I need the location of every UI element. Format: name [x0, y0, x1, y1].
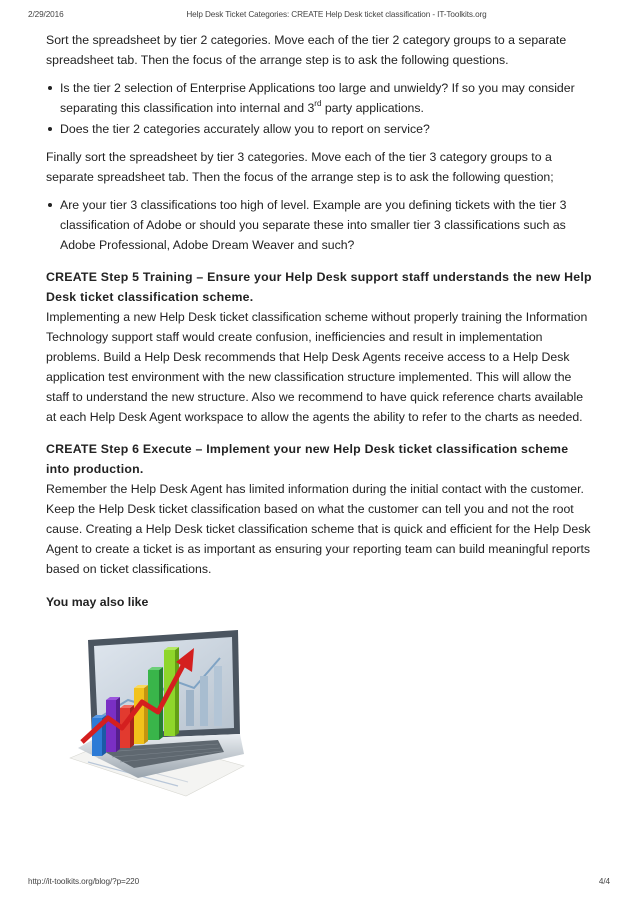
tier3-question-list	[46, 195, 594, 255]
print-header	[28, 10, 610, 22]
print-page-title: Help Desk Ticket Categories: CREATE Help Desk ticket classification - IT-Toolkits.org	[186, 10, 487, 19]
list-item: Are your tier 3 classifications too high of level. Example are you defining tickets with the tier 3 classification of Adobe or should you separate these into smaller tier 3 classifications such as Adobe Professional, Adobe Dream Weaver and such?	[60, 195, 594, 255]
also-like-heading: You may also like	[46, 595, 149, 609]
page-number: 4/4	[598, 877, 610, 886]
superscript-rd: rd	[314, 99, 322, 108]
step5-paragraph: Implementing a new Help Desk ticket classification scheme without properly training the Information Technology support staff would create confusion, inefficiencies and result in implementation problems. Build a Help Desk recommends that Help Desk Agents receive access to a Help Desk application test environment with the new classification structure implemented. This will allow the staff to understand the new structure. Also we recommend to have quick reference charts available at each Help Desk Agent workspace to allow the agents the ability to refer to the charts as needed.	[46, 310, 588, 424]
tier2-question-list	[46, 78, 594, 139]
related-post-thumbnail[interactable]	[68, 630, 246, 798]
paragraph-tier2-sort: Sort the spreadsheet by tier 2 categories. Move each of the tier 2 category groups to a separate spreadsheet tab. Then the focus of the arrange step is to ask the following questions.	[46, 33, 567, 67]
step6-heading: CREATE Step 6 Execute – Implement your new Help Desk ticket classification scheme into production.	[46, 442, 569, 476]
page-url: http://it-toolkits.org/blog/?p=220	[28, 877, 140, 886]
list-item-text-end: party applications.	[321, 101, 424, 115]
step6-paragraph: Remember the Help Desk Agent has limited information during the initial contact with the customer. Keep the Help Desk ticket classification based on what the customer can tell you and not the root cause. Creating a Help Desk ticket classification scheme that is quick and efficient for the Help Desk Agent to create a ticket is as important as ensuring your reporting team can build meaningful reports based on ticket classifications.	[46, 482, 591, 576]
print-date: 2/29/2016	[28, 10, 64, 19]
laptop-chart-image	[68, 630, 246, 798]
list-item	[60, 78, 594, 118]
paragraph-tier3-sort: Finally sort the spreadsheet by tier 3 categories. Move each of the tier 3 category groups to a separate spreadsheet tab. Then the focus of the arrange step is to ask the following question;	[46, 150, 554, 184]
article-body	[46, 30, 594, 612]
list-item-text: Is the tier 2 selection of Enterprise Applications too large and unwieldy? If so you may consider separating this classification into internal and 3	[60, 81, 575, 115]
step5-heading: CREATE Step 5 Training – Ensure your Help Desk support staff understands the new Help Desk ticket classification scheme.	[46, 270, 592, 304]
list-item: Does the tier 2 categories accurately allow you to report on service?	[60, 119, 594, 139]
print-footer	[28, 877, 610, 889]
